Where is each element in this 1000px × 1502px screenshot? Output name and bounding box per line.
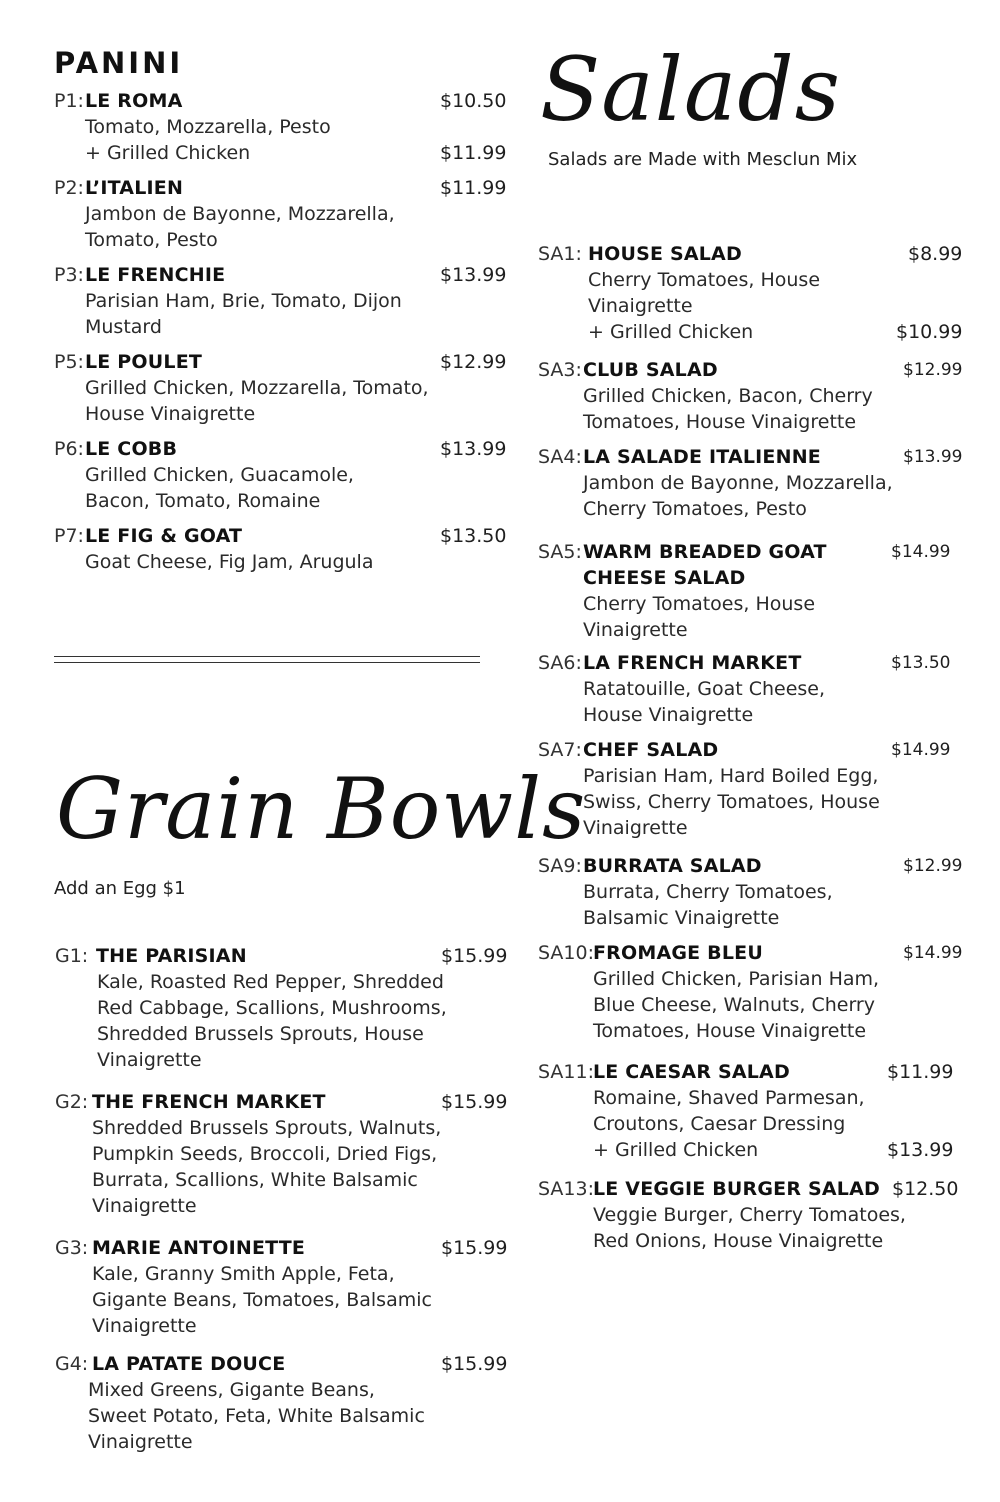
item-name: LA SALADE ITALIENNE: [583, 446, 821, 468]
item-description: Swiss, Cherry Tomatoes, House: [583, 791, 880, 813]
item-price: $12.99: [903, 360, 963, 380]
item-code: P6:: [54, 438, 84, 460]
item-name: MARIE ANTOINETTE: [92, 1237, 306, 1259]
item-addon-price: $11.99: [440, 142, 507, 164]
item-name: THE FRENCH MARKET: [92, 1091, 326, 1113]
menu-item: [538, 650, 960, 728]
item-addon-price: $10.99: [896, 321, 963, 343]
item-description: Blue Cheese, Walnuts, Cherry: [593, 994, 875, 1016]
menu-item: [55, 1351, 960, 1455]
item-price: $12.99: [903, 856, 963, 876]
item-name: LA FRENCH MARKET: [583, 652, 802, 674]
item-addon-row: [538, 319, 963, 345]
item-description: Vinaigrette: [97, 1049, 202, 1071]
item-description: Shredded Brussels Sprouts, Walnuts,: [92, 1117, 442, 1139]
item-code: SA10:: [538, 942, 594, 964]
item-description: Vinaigrette: [92, 1195, 197, 1217]
menu-item-title-row: [538, 539, 960, 565]
item-description: Mustard: [85, 316, 162, 338]
item-price: $13.50: [891, 653, 951, 673]
menu-item: [538, 940, 963, 1044]
item-description: Vinaigrette: [88, 1431, 193, 1453]
item-description: Parisian Ham, Brie, Tomato, Dijon: [85, 290, 402, 312]
item-price: $14.99: [891, 542, 951, 562]
item-name: CHEF SALAD: [583, 739, 719, 761]
menu-item-title-row: [538, 940, 963, 966]
item-price: $13.99: [903, 447, 963, 467]
grain-bowls-heading: Grain Bowls: [56, 760, 587, 858]
item-description: Grilled Chicken, Mozzarella, Tomato,: [85, 377, 429, 399]
item-description: Tomatoes, House Vinaigrette: [593, 1020, 867, 1042]
item-description: Cherry Tomatoes, House: [588, 269, 821, 291]
item-code: SA4:: [538, 446, 582, 468]
item-description: Pumpkin Seeds, Broccoli, Dried Figs,: [92, 1143, 438, 1165]
item-name: L’ITALIEN: [85, 177, 184, 199]
item-code: P7:: [54, 525, 84, 547]
menu-item: [538, 1059, 960, 1163]
item-code: SA1:: [538, 243, 582, 265]
item-code: SA9:: [538, 855, 582, 877]
salads-note: Salads are Made with Mesclun Mix: [548, 149, 858, 170]
item-description: Sweet Potato, Feta, White Balsamic: [88, 1405, 425, 1427]
menu-item: [538, 853, 963, 931]
menu-item-title-row: [538, 650, 960, 676]
item-price: $11.99: [887, 1061, 954, 1083]
item-price: $15.99: [441, 945, 508, 967]
item-name: LA PATATE DOUCE: [92, 1353, 286, 1375]
item-price: $13.99: [440, 438, 507, 460]
item-price: $13.50: [440, 525, 507, 547]
item-price: $8.99: [908, 243, 963, 265]
item-description: Jambon de Bayonne, Mozzarella,: [583, 472, 893, 494]
item-description: Romaine, Shaved Parmesan,: [593, 1087, 865, 1109]
item-addon-row: [54, 140, 960, 166]
item-code: G4:: [55, 1353, 89, 1375]
item-description: Vinaigrette: [583, 619, 688, 641]
item-price: $12.99: [440, 351, 507, 373]
item-description: Bacon, Tomato, Romaine: [85, 490, 321, 512]
item-description: Burrata, Cherry Tomatoes,: [583, 881, 833, 903]
item-code: P1:: [54, 90, 84, 112]
menu-item-title-row: [538, 853, 963, 879]
menu-item-title-row: [538, 241, 963, 267]
item-price: $12.50: [892, 1178, 959, 1200]
item-price: $15.99: [441, 1237, 508, 1259]
menu-item-title-row: [538, 444, 963, 470]
item-price: $10.50: [440, 90, 507, 112]
item-description: Croutons, Caesar Dressing: [593, 1113, 846, 1135]
menu-item: [538, 1176, 960, 1254]
item-description: Vinaigrette: [588, 295, 693, 317]
item-description: Shredded Brussels Sprouts, House: [97, 1023, 424, 1045]
item-code: SA3:: [538, 359, 582, 381]
item-name: WARM BREADED GOAT: [583, 541, 827, 563]
item-price: $13.99: [440, 264, 507, 286]
menu-item-title-row: [538, 1059, 960, 1085]
item-description: Tomato, Mozzarella, Pesto: [85, 116, 331, 138]
item-code: G2:: [55, 1091, 89, 1113]
item-description: Grilled Chicken, Guacamole,: [85, 464, 354, 486]
item-code: SA5:: [538, 541, 582, 563]
item-name: THE PARISIAN: [96, 945, 247, 967]
item-description: Tomato, Pesto: [85, 229, 218, 251]
menu-item: [538, 444, 963, 522]
item-code: G1:: [55, 945, 89, 967]
item-description: Vinaigrette: [92, 1315, 197, 1337]
item-description: Grilled Chicken, Parisian Ham,: [593, 968, 880, 990]
grain-bowls-note: Add an Egg $1: [54, 878, 186, 899]
section-divider: [54, 656, 480, 657]
menu-item: [54, 88, 960, 166]
item-price: $14.99: [903, 943, 963, 963]
item-description: Vinaigrette: [583, 817, 688, 839]
item-description: Gigante Beans, Tomatoes, Balsamic: [92, 1289, 432, 1311]
item-description: Burrata, Scallions, White Balsamic: [92, 1169, 418, 1191]
item-description: Cherry Tomatoes, House: [583, 593, 816, 615]
item-description: Red Cabbage, Scallions, Mushrooms,: [97, 997, 447, 1019]
item-name: LE FRENCHIE: [85, 264, 226, 286]
item-addon: + Grilled Chicken: [593, 1139, 759, 1161]
item-name: LE POULET: [85, 351, 203, 373]
panini-heading: PANINI: [54, 46, 184, 80]
item-name: LE CAESAR SALAD: [593, 1061, 790, 1083]
item-name: LE FIG & GOAT: [85, 525, 243, 547]
item-name: CLUB SALAD: [583, 359, 718, 381]
item-description: House Vinaigrette: [85, 403, 256, 425]
item-name: LE COBB: [85, 438, 178, 460]
section-divider: [54, 662, 480, 663]
menu-item-title-row: [538, 1176, 960, 1202]
item-description: Jambon de Bayonne, Mozzarella,: [85, 203, 395, 225]
item-description: Kale, Granny Smith Apple, Feta,: [92, 1263, 395, 1285]
item-price: $14.99: [891, 740, 951, 760]
item-addon-row: [538, 1137, 960, 1163]
item-addon: + Grilled Chicken: [588, 321, 754, 343]
item-name: FROMAGE BLEU: [593, 942, 763, 964]
item-description: Parisian Ham, Hard Boiled Egg,: [583, 765, 879, 787]
item-code: SA6:: [538, 652, 582, 674]
item-name: LE VEGGIE BURGER SALAD: [593, 1178, 880, 1200]
item-code: P5:: [54, 351, 84, 373]
item-code: P3:: [54, 264, 84, 286]
menu-item-title-row: [538, 357, 963, 383]
item-price: $15.99: [441, 1091, 508, 1113]
menu-item-title-row: [54, 175, 960, 201]
item-code: G3:: [55, 1237, 89, 1259]
item-name: BURRATA SALAD: [583, 855, 762, 877]
item-price: $15.99: [441, 1353, 508, 1375]
item-name: HOUSE SALAD: [588, 243, 742, 265]
menu-item-title-row: [55, 1351, 960, 1377]
item-description: Veggie Burger, Cherry Tomatoes,: [593, 1204, 906, 1226]
menu-item-title-row: [538, 737, 960, 763]
item-name-continued: CHEESE SALAD: [583, 567, 746, 589]
item-addon: + Grilled Chicken: [85, 142, 251, 164]
item-description: Mixed Greens, Gigante Beans,: [88, 1379, 375, 1401]
item-code: SA7:: [538, 739, 582, 761]
item-description: Kale, Roasted Red Pepper, Shredded: [97, 971, 444, 993]
item-name: LE ROMA: [85, 90, 183, 112]
menu-item: [538, 241, 963, 345]
item-description: Ratatouille, Goat Cheese,: [583, 678, 826, 700]
item-price: $11.99: [440, 177, 507, 199]
item-description: Cherry Tomatoes, Pesto: [583, 498, 807, 520]
item-description: Balsamic Vinaigrette: [583, 907, 780, 929]
item-code: P2:: [54, 177, 84, 199]
item-description: Grilled Chicken, Bacon, Cherry: [583, 385, 873, 407]
menu-item-title-row: [54, 88, 960, 114]
item-code: SA11:: [538, 1061, 594, 1083]
item-description: Goat Cheese, Fig Jam, Arugula: [85, 551, 374, 573]
menu-item: [538, 539, 960, 643]
item-addon-price: $13.99: [887, 1139, 954, 1161]
salads-heading: Salads: [540, 38, 841, 141]
menu-item: [538, 737, 960, 841]
menu-item: [538, 357, 963, 435]
item-code: SA13:: [538, 1178, 594, 1200]
item-description: Tomatoes, House Vinaigrette: [583, 411, 857, 433]
item-description: Red Onions, House Vinaigrette: [593, 1230, 884, 1252]
item-description: House Vinaigrette: [583, 704, 754, 726]
